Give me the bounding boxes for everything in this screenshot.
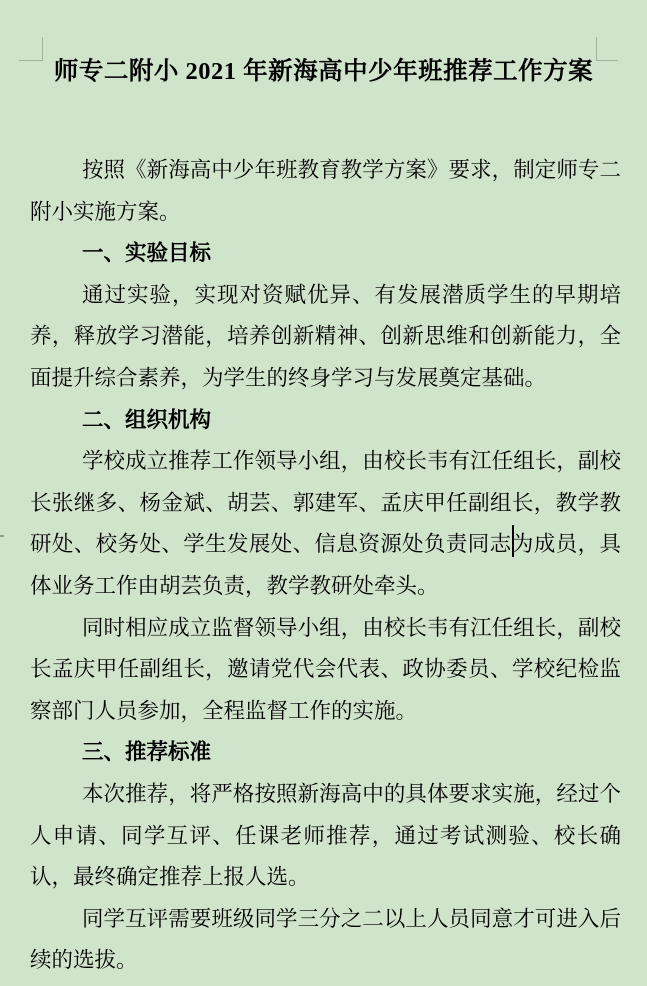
document-text-area[interactable]	[30, 150, 621, 982]
section1-paragraph[interactable]: 通过实验，实现对资赋优异、有发展潜质学生的早期培养，释放学习潜能，培养创新精神、创新思维和创新能力，全面提升综合素养，为学生的终身学习与发展奠定基础。	[30, 282, 621, 390]
document-title[interactable]: 师专二附小 2021 年新海高中少年班推荐工作方案	[53, 58, 594, 85]
section2-heading[interactable]: 二、组织机构	[82, 407, 212, 432]
section2-paragraph-2[interactable]: 同时相应成立监督领导小组，由校长韦有江任组长，副校长孟庆甲任副组长，邀请党代会代表、政协委员、学校纪检监察部门人员参加，全程监督工作的实施。	[30, 615, 621, 723]
section2-paragraph-1[interactable]	[30, 441, 621, 607]
section3-heading[interactable]: 三、推荐标准	[82, 740, 212, 765]
intro-paragraph[interactable]: 按照《新海高中少年班教育教学方案》要求，制定师专二附小实施方案。	[30, 158, 621, 224]
section3-paragraph-1[interactable]: 本次推荐，将严格按照新海高中的具体要求实施，经过个人申请、同学互评、任课老师推荐，通过考试测验、校长确认，最终确定推荐上报人选。	[30, 781, 621, 890]
left-margin-tick	[0, 535, 4, 537]
section2-paragraph-1-after-cursor[interactable]: 为成员，具体业务工作由胡芸负责，教学教研处牵头。	[30, 532, 621, 598]
section1-heading[interactable]: 一、实验目标	[82, 241, 212, 266]
section2-paragraph-1-before-cursor[interactable]: 学校成立推荐工作领导小组，由校长韦有江任组长，副校长张继多、杨金斌、胡芸、郭建军、孟庆甲任副组长，教学教研处、校务处、学生发展处、信息资源处负责同志	[30, 449, 621, 557]
section3-paragraph-2[interactable]: 同学互评需要班级同学三分之二以上人员同意才可进入后续的选拔。	[30, 906, 621, 973]
